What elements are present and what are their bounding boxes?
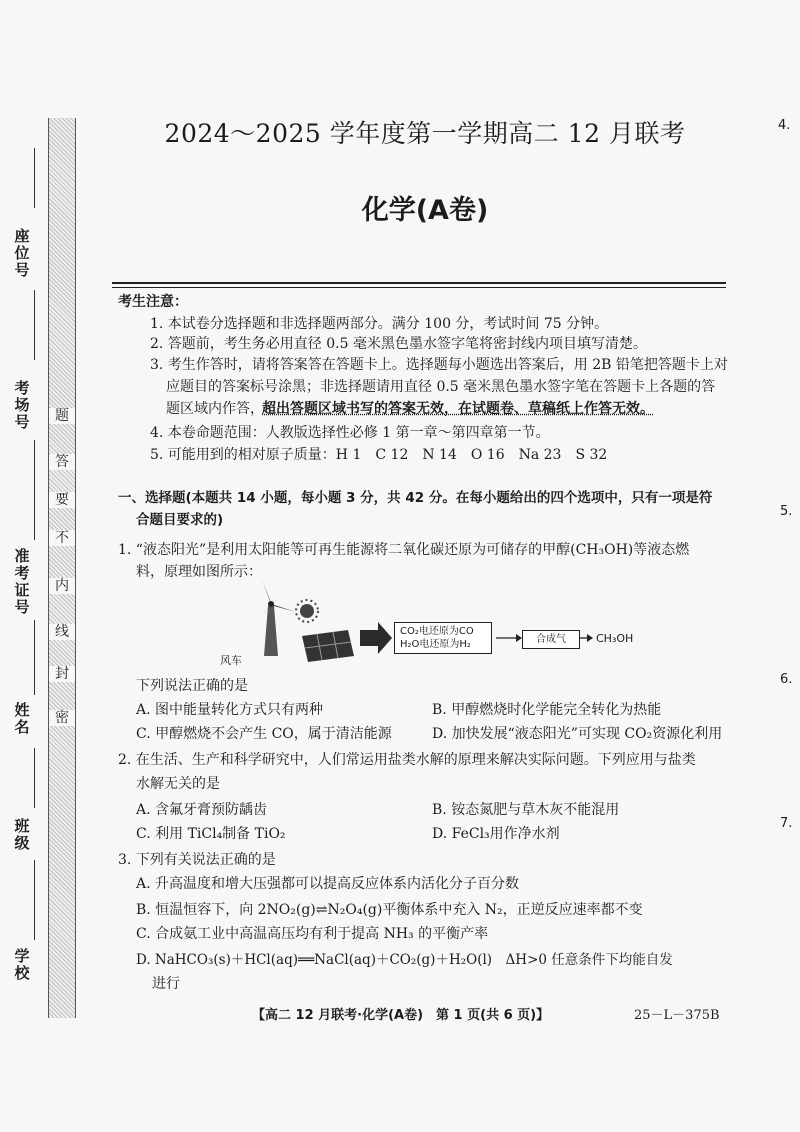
q1-option-b: B. 甲醇燃烧时化学能完全转化为热能 <box>432 702 662 718</box>
q3-option-a: A. 升高温度和增大压强都可以提高反应体系内活化分子百分数 <box>136 876 520 892</box>
strip-char: 封 <box>49 666 75 682</box>
exam-id-label: 准考证号 <box>14 547 30 616</box>
page-footer: 【高二 12 月联考·化学(A卷) 第 1 页(共 6 页)】 <box>252 1008 550 1023</box>
q3-option-d-cont: 进行 <box>152 976 180 992</box>
notice-item: 5. 可能用到的相对原子质量：H 1 C 12 N 14 O 16 Na 23 S 32 <box>150 447 608 463</box>
q1-option-c: C. 甲醇燃烧不会产生 CO，属于清洁能源 <box>136 726 392 742</box>
q3-option-d: D. NaHCO₃(s)＋HCl(aq)══NaCl(aq)＋CO₂(g)＋H₂O(l) ΔH>0 任意条件下均能自发 <box>136 952 673 968</box>
exam-title: 2024～2025 学年度第一学期高二 12 月联考 <box>164 119 686 148</box>
header-rule <box>112 287 726 288</box>
methanol-label: CH₃OH <box>596 632 634 645</box>
header-rule <box>112 282 726 284</box>
box1-line: H₂O电还原为H₂ <box>400 639 471 650</box>
q2-option-c: C. 利用 TiCl₄制备 TiO₂ <box>136 826 286 842</box>
notice-item: 3. 考生作答时，请将答案答在答题卡上。选择题每小题选出答案后，用 2B 铅笔把答题卡上对 <box>150 357 728 373</box>
electro-reduction-box <box>394 622 492 654</box>
windmill-hub <box>268 601 274 607</box>
fill-line <box>34 620 35 695</box>
q2-option-d: D. FeCl₃用作净水剂 <box>432 826 560 842</box>
q2-stem: 2. 在生活、生产和科学研究中，人们常运用盐类水解的原理来解决实际问题。下列应用与盐类 <box>118 752 696 768</box>
q3-option-c: C. 合成氨工业中高温高压均有利于提高 NH₃ 的平衡产率 <box>136 926 489 942</box>
name-label: 姓名 <box>14 701 30 736</box>
arrow-head <box>587 634 593 642</box>
windmill-label: 风车 <box>220 654 242 667</box>
q1-prompt: 下列说法正确的是 <box>136 678 248 694</box>
solar-panel <box>302 630 354 662</box>
strip-char: 线 <box>49 624 75 640</box>
q1-option-a: A. 图中能量转化方式只有两种 <box>136 702 324 718</box>
strip-char: 不 <box>49 530 75 546</box>
q3-stem: 3. 下列有关说法正确的是 <box>118 852 276 868</box>
q1-stem: 1. “液态阳光”是利用太阳能等可再生能源将二氧化碳还原为可储存的甲醇(CH₃OH)等液态燃 <box>118 542 690 558</box>
windmill-blade <box>262 580 271 604</box>
strip-char: 密 <box>49 710 75 726</box>
q1-option-d: D. 加快发展“液态阳光”可实现 CO₂资源化利用 <box>432 726 723 742</box>
exam-room-label: 考场号 <box>14 379 30 431</box>
paper-code: 25－L－375B <box>634 1008 720 1023</box>
next-page-fragment: 4. <box>778 118 791 133</box>
sun-icon <box>300 604 314 618</box>
class-label: 班级 <box>14 817 30 852</box>
notice-warning: 超出答题区域书写的答案无效，在试题卷、草稿纸上作答无效。 <box>262 401 654 417</box>
process-arrow <box>360 622 392 654</box>
fill-line <box>34 148 35 208</box>
notice-heading: 考生注意： <box>118 294 188 310</box>
notice-item: 4. 本卷命题范围：人教版选择性必修 1 第一章～第四章第一节。 <box>150 425 550 441</box>
next-page-fragment: 6. <box>780 672 793 687</box>
q3-option-b: B. 恒温恒容下，向 2NO₂(g)⇌N₂O₄(g)平衡体系中充入 N₂，正逆反应速率都不变 <box>136 902 643 918</box>
section-heading: 合题目要求的) <box>136 512 224 528</box>
next-page-fragment: 5. <box>780 504 793 519</box>
fill-line <box>34 748 35 808</box>
strip-char: 要 <box>49 492 75 508</box>
seal-strip <box>48 118 76 1018</box>
seat-number-label: 座位号 <box>14 227 30 279</box>
strip-char: 内 <box>49 578 75 594</box>
subject-title: 化学(A卷) <box>361 195 489 226</box>
q2-option-b: B. 铵态氮肥与草木灰不能混用 <box>432 802 620 818</box>
section-heading: 一、选择题(本题共 14 小题，每小题 3 分，共 42 分。在每小题给出的四个选项中，只有一项是符 <box>118 490 713 506</box>
strip-char: 题 <box>49 408 75 424</box>
school-label: 学校 <box>14 947 30 982</box>
q2-stem: 水解无关的是 <box>136 776 220 792</box>
q1-stem: 料，原理如图所示： <box>136 564 262 580</box>
fill-line <box>34 860 35 940</box>
windmill-tower <box>264 606 278 656</box>
fill-line <box>34 440 35 540</box>
next-page-fragment: 7. <box>780 816 793 831</box>
syngas-box: 合成气 <box>522 630 580 649</box>
notice-item: 1. 本试卷分选择题和非选择题两部分。满分 100 分，考试时间 75 分钟。 <box>150 316 609 332</box>
strip-char: 答 <box>49 454 75 470</box>
notice-item: 题区域内作答， <box>166 401 264 417</box>
q2-option-a: A. 含氟牙膏预防龋齿 <box>136 802 268 818</box>
notice-item: 2. 答题前，考生务必用直径 0.5 毫米黑色墨水签字笔将密封线内项目填写清楚。 <box>150 336 647 352</box>
windmill-blade <box>271 604 296 612</box>
notice-item: 应题目的答案标号涂黑；非选择题请用直径 0.5 毫米黑色墨水签字笔在答题卡上各题的答 <box>166 379 716 395</box>
fill-line <box>34 290 35 360</box>
box1-line: CO₂电还原为CO <box>400 626 474 637</box>
